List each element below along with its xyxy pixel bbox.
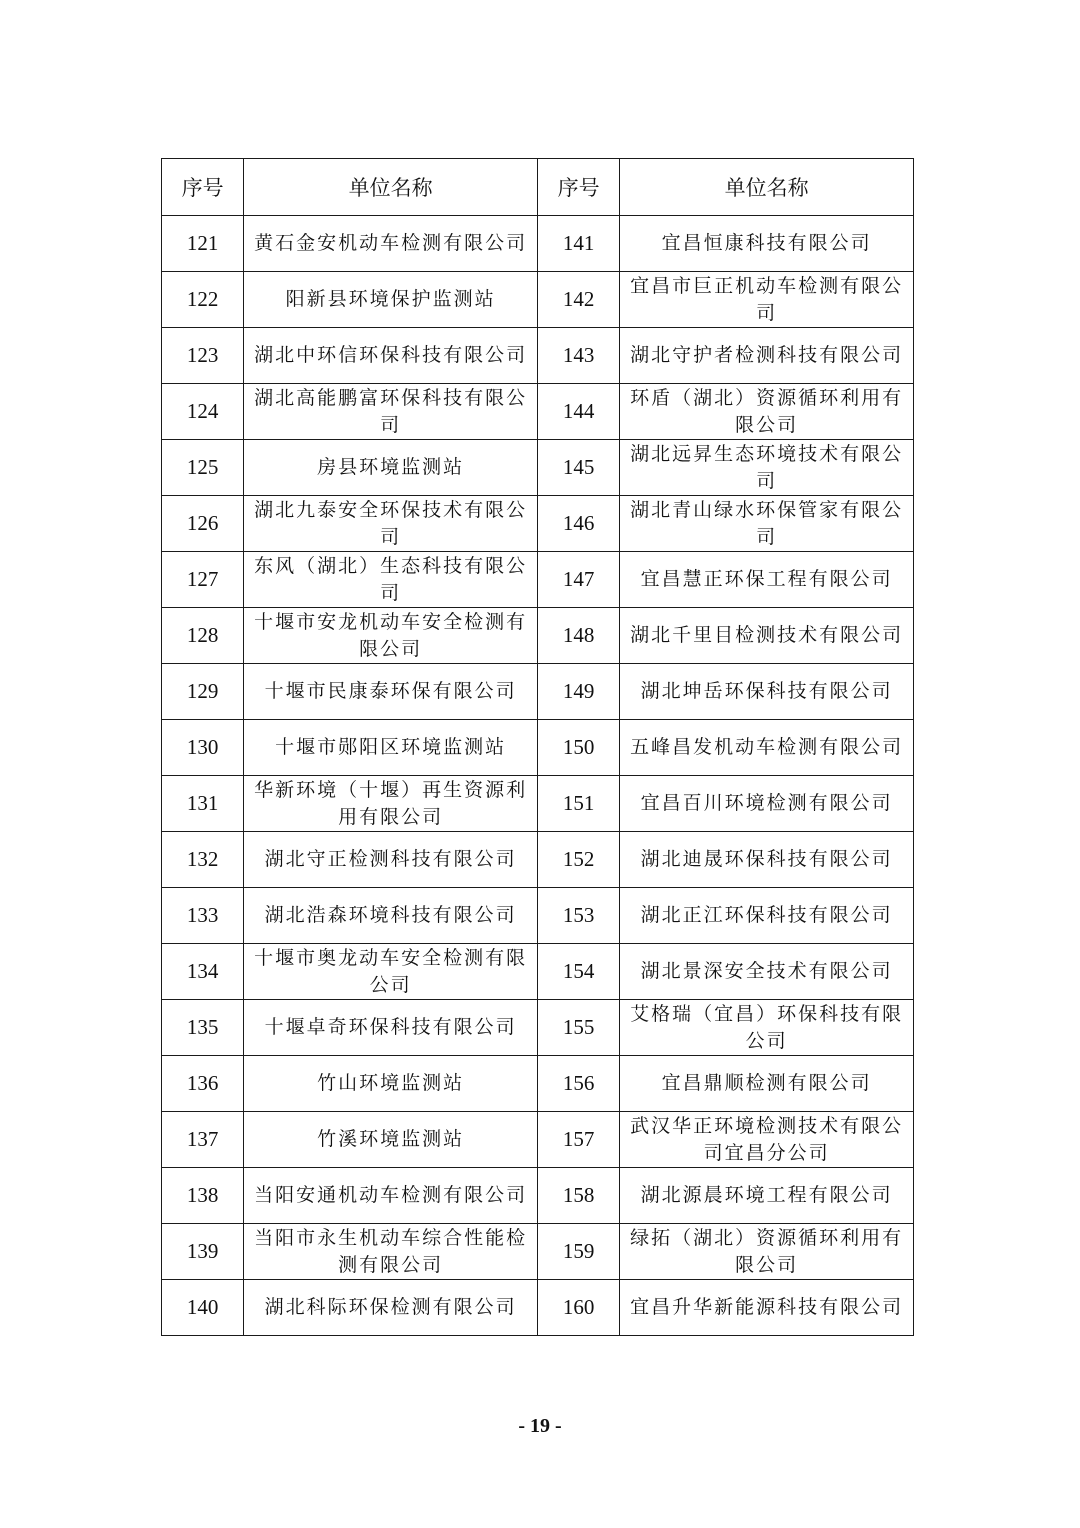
unit-name-right: 湖北坤岳环保科技有限公司: [620, 664, 914, 720]
table-row: [162, 216, 914, 272]
seq-number-left: 138: [162, 1168, 244, 1224]
seq-number-left: 140: [162, 1280, 244, 1336]
unit-name-left: 十堰卓奇环保科技有限公司: [244, 1000, 538, 1056]
seq-number-left: 139: [162, 1224, 244, 1280]
seq-number-right: 155: [537, 1000, 619, 1056]
table-header-row: [162, 159, 914, 216]
unit-name-left: 十堰市郧阳区环境监测站: [244, 720, 538, 776]
seq-number-left: 137: [162, 1112, 244, 1168]
page-number: - 19 -: [518, 1415, 562, 1437]
seq-number-left: 128: [162, 608, 244, 664]
unit-name-left: 湖北守正检测科技有限公司: [244, 832, 538, 888]
table-row: [162, 608, 914, 664]
unit-name-right: 湖北迪晟环保科技有限公司: [620, 832, 914, 888]
seq-number-right: 143: [537, 328, 619, 384]
seq-number-right: 151: [537, 776, 619, 832]
table-row: [162, 1112, 914, 1168]
seq-number-left: 131: [162, 776, 244, 832]
unit-name-right: 艾格瑞（宜昌）环保科技有限公司: [620, 1000, 914, 1056]
unit-name-left: 东风（湖北）生态科技有限公司: [244, 552, 538, 608]
unit-name-left: 十堰市安龙机动车安全检测有限公司: [244, 608, 538, 664]
table-row: [162, 720, 914, 776]
seq-number-right: 141: [537, 216, 619, 272]
unit-name-right: 宜昌鼎顺检测有限公司: [620, 1056, 914, 1112]
seq-number-left: 126: [162, 496, 244, 552]
unit-name-left: 湖北中环信环保科技有限公司: [244, 328, 538, 384]
seq-number-left: 136: [162, 1056, 244, 1112]
seq-number-left: 127: [162, 552, 244, 608]
unit-name-right: 宜昌市巨正机动车检测有限公司: [620, 272, 914, 328]
table-row: [162, 888, 914, 944]
header-name-left: 单位名称: [244, 159, 538, 216]
seq-number-right: 152: [537, 832, 619, 888]
unit-name-right: 湖北源晨环境工程有限公司: [620, 1168, 914, 1224]
seq-number-right: 159: [537, 1224, 619, 1280]
seq-number-right: 144: [537, 384, 619, 440]
table-row: [162, 1000, 914, 1056]
unit-name-right: 湖北景深安全技术有限公司: [620, 944, 914, 1000]
table-row: [162, 272, 914, 328]
seq-number-right: 149: [537, 664, 619, 720]
unit-name-left: 湖北高能鹏富环保科技有限公司: [244, 384, 538, 440]
unit-name-left: 房县环境监测站: [244, 440, 538, 496]
table-row: [162, 440, 914, 496]
table-row: [162, 664, 914, 720]
seq-number-left: 122: [162, 272, 244, 328]
unit-name-right: 湖北远昇生态环境技术有限公司: [620, 440, 914, 496]
unit-name-right: 湖北千里目检测技术有限公司: [620, 608, 914, 664]
unit-name-right: 环盾（湖北）资源循环利用有限公司: [620, 384, 914, 440]
unit-name-left: 黄石金安机动车检测有限公司: [244, 216, 538, 272]
unit-name-right: 五峰昌发机动车检测有限公司: [620, 720, 914, 776]
table-row: [162, 552, 914, 608]
header-seq-left: 序号: [162, 159, 244, 216]
seq-number-left: 124: [162, 384, 244, 440]
seq-number-left: 123: [162, 328, 244, 384]
table-row: [162, 776, 914, 832]
unit-name-left: 湖北浩森环境科技有限公司: [244, 888, 538, 944]
table-row: [162, 1224, 914, 1280]
table-row: [162, 384, 914, 440]
seq-number-right: 154: [537, 944, 619, 1000]
seq-number-right: 147: [537, 552, 619, 608]
unit-name-left: 阳新县环境保护监测站: [244, 272, 538, 328]
unit-name-left: 湖北科际环保检测有限公司: [244, 1280, 538, 1336]
table-row: [162, 1056, 914, 1112]
unit-name-right: 宜昌升华新能源科技有限公司: [620, 1280, 914, 1336]
seq-number-right: 150: [537, 720, 619, 776]
seq-number-right: 158: [537, 1168, 619, 1224]
unit-name-left: 当阳安通机动车检测有限公司: [244, 1168, 538, 1224]
unit-name-left: 当阳市永生机动车综合性能检测有限公司: [244, 1224, 538, 1280]
table-row: [162, 944, 914, 1000]
unit-name-left: 十堰市民康泰环保有限公司: [244, 664, 538, 720]
seq-number-left: 130: [162, 720, 244, 776]
seq-number-left: 135: [162, 1000, 244, 1056]
seq-number-right: 145: [537, 440, 619, 496]
seq-number-left: 132: [162, 832, 244, 888]
table-body: [162, 216, 914, 1336]
unit-list-table: [161, 158, 914, 1336]
seq-number-left: 134: [162, 944, 244, 1000]
unit-name-left: 竹山环境监测站: [244, 1056, 538, 1112]
unit-name-right: 湖北守护者检测科技有限公司: [620, 328, 914, 384]
seq-number-left: 129: [162, 664, 244, 720]
unit-name-right: 宜昌百川环境检测有限公司: [620, 776, 914, 832]
unit-name-left: 竹溪环境监测站: [244, 1112, 538, 1168]
header-seq-right: 序号: [537, 159, 619, 216]
unit-name-left: 十堰市奥龙动车安全检测有限公司: [244, 944, 538, 1000]
seq-number-right: 146: [537, 496, 619, 552]
unit-name-right: 宜昌慧正环保工程有限公司: [620, 552, 914, 608]
table-row: [162, 1168, 914, 1224]
table-row: [162, 328, 914, 384]
table-row: [162, 832, 914, 888]
seq-number-right: 157: [537, 1112, 619, 1168]
seq-number-left: 125: [162, 440, 244, 496]
unit-name-right: 武汉华正环境检测技术有限公司宜昌分公司: [620, 1112, 914, 1168]
seq-number-right: 148: [537, 608, 619, 664]
seq-number-left: 121: [162, 216, 244, 272]
table-row: [162, 1280, 914, 1336]
seq-number-left: 133: [162, 888, 244, 944]
table-row: [162, 496, 914, 552]
unit-name-left: 华新环境（十堰）再生资源利用有限公司: [244, 776, 538, 832]
seq-number-right: 153: [537, 888, 619, 944]
header-name-right: 单位名称: [620, 159, 914, 216]
unit-name-right: 湖北正江环保科技有限公司: [620, 888, 914, 944]
unit-name-right: 绿拓（湖北）资源循环利用有限公司: [620, 1224, 914, 1280]
seq-number-right: 160: [537, 1280, 619, 1336]
seq-number-right: 156: [537, 1056, 619, 1112]
seq-number-right: 142: [537, 272, 619, 328]
unit-name-right: 湖北青山绿水环保管家有限公司: [620, 496, 914, 552]
unit-name-left: 湖北九泰安全环保技术有限公司: [244, 496, 538, 552]
unit-name-right: 宜昌恒康科技有限公司: [620, 216, 914, 272]
